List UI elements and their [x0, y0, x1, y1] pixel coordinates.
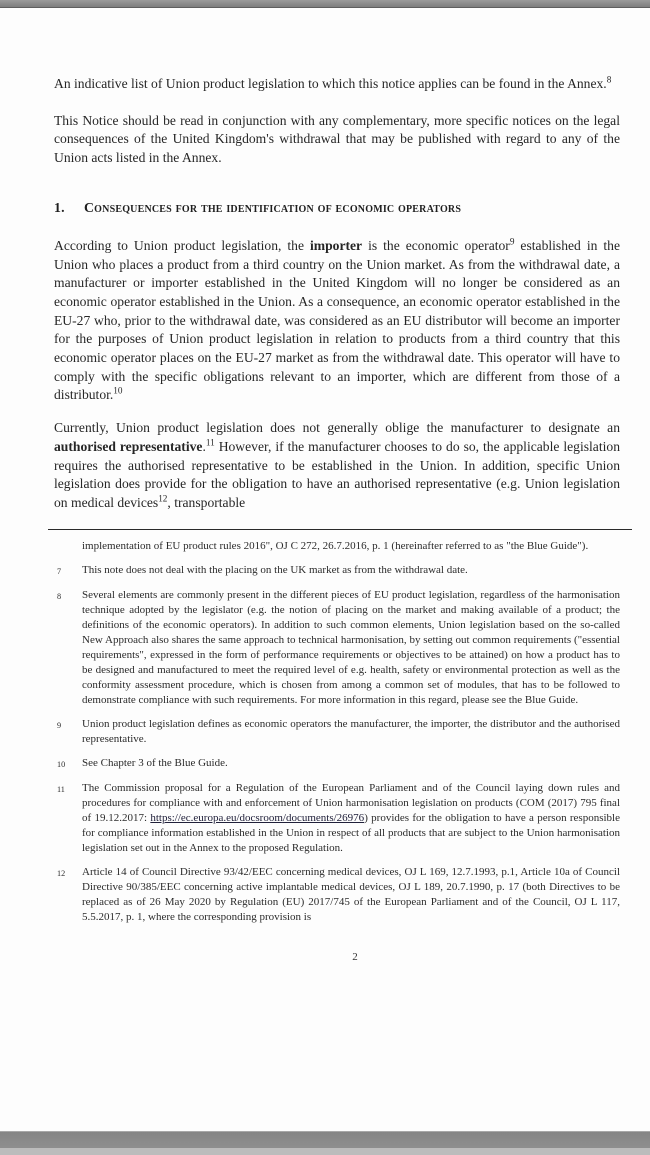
- footnote: [54, 717, 620, 747]
- footnote-ref: 9: [509, 236, 515, 247]
- footnote-text: This note does not deal with the placing on the UK market as from the withdrawal date.: [82, 563, 468, 576]
- footnotes: [54, 539, 620, 925]
- footnote-ref: 11: [205, 437, 215, 448]
- footnote-text: Article 14 of Council Directive 93/42/EEC concerning medical devices, OJ L 169, 12.7.1993, p.1, Article 10a of Council Directive 90/385/EEC concerning active implantable medical devices, OJ L 189, 20.7.1990, p. 17 (both Directives to be replaced as of 26 May 2020 by Regulation (EU) 2017/745 of the European Parliament and of the Council, OJ L 117, 5.5.2017, p. 1, where the corresponding provision is: [82, 865, 620, 923]
- footnote-text: implementation of EU product rules 2016", OJ C 272, 26.7.2016, p. 1 (hereinafter referred to as "the Blue Guide").: [82, 539, 589, 552]
- footnote: [54, 756, 620, 772]
- paragraph: An indicative list of Union product legislation to which this notice applies can be found in the Annex.$^8$: [54, 74, 612, 91]
- footnote-ref: 8: [606, 74, 612, 85]
- footnote-number: [54, 539, 82, 554]
- footnote-separator: [48, 529, 632, 530]
- footnote-ref: 10: [113, 385, 123, 396]
- footnote-number: 12: [57, 868, 66, 878]
- footnote-ref: 12: [158, 493, 168, 504]
- footnote: [54, 865, 620, 925]
- section-number: 1.: [54, 199, 65, 215]
- document-page: [54, 0, 620, 963]
- footnote-number: 11: [57, 784, 65, 794]
- section-title: Consequences for the identification of economic operators: [84, 199, 462, 215]
- footnote-number: 7: [57, 566, 62, 576]
- footnote: [54, 539, 620, 554]
- paragraph: This Notice should be read in conjunction with any complementary, more specific notices on the legal consequences of the United Kingdom's withdrawal that may be published with regard to any of the Union acts listed in the Annex.: [54, 112, 620, 166]
- bottom-edge-strip: [0, 1148, 650, 1155]
- footnote-text: Union product legislation defines as economic operators the manufacturer, the importer, the distributor and the authorised representative.: [82, 717, 620, 745]
- page-number: 2: [352, 950, 358, 963]
- footnote-number: 8: [57, 591, 62, 601]
- footnote-text: The Commission proposal for a Regulation of the European Parliament and of the Council laying down rules and procedures for compliance with and enforcement of Union harmonisation legislation on products (COM (2017) 795 final of 19.12.2017: https://ec.europa.eu/docsroom/documents/26976) provides for the obligation to have a person responsible for compliance information established in the Union in respect of all products that are subject to the Union harmonisation legislation set out in the Annex to the proposed Regulation.: [82, 781, 620, 854]
- footnote: [54, 563, 620, 579]
- footnote: [54, 588, 620, 708]
- bottom-edge-bar: [0, 1131, 650, 1149]
- paragraph: According to Union product legislation, the importer is the economic operator$^9$ established in the Union who places a product from a third country on the Union market. As from the withdrawal date, a manufacturer or importer established in the United Kingdom will no longer be considered as an economic operator established in the Union. As a consequence, an economic operator established in the EU-27 who, prior to the withdrawal date, was considered as an EU distributor will become an importer for the purposes of Union product legislation in relation to products from a third country that this economic operator places on the EU-27 market as from the withdrawal date. This operator will have to comply with the specific obligations relevant to an importer, which are different from those of a distributor.$^{10}$: [54, 236, 620, 403]
- url-link[interactable]: https://ec.europa.eu/docsroom/documents/26976: [150, 811, 365, 824]
- footnote-number: 10: [57, 759, 66, 769]
- footnote-text: See Chapter 3 of the Blue Guide.: [82, 756, 228, 769]
- section-heading: [54, 198, 620, 217]
- paragraph: Currently, Union product legislation does not generally oblige the manufacturer to designate an authorised representative.$^{11}$ However, if the manufacturer chooses to do so, the applicable legislation requires the authorised representative to be established in the Union. In addition, specific Union legislation does provide for the obligation to have an authorised representative (e.g. Union legislation on medical devices$^{12}$, transportable: [54, 420, 620, 510]
- footnote: [54, 781, 620, 856]
- footnote-text: Several elements are commonly present in the different pieces of EU product legislation, regardless of the harmonisation technique adopted by the legislator (e.g. the notion of placing on the market and making available of a product; the definitions of the economic operators). In addition to such common elements, Union legislation based on the so-called New Approach also shares the same approach to technical harmonisation, by setting out common requirements ("essential requirements", expressed in the form of performance requirements or objectives to be attained) on how a product has to be designed and manufactured to meet the required level of e.g. health, safety or environmental protection as well as the conformity assessment procedure, which is chosen from among a common set of modules, that has to be followed to demonstrate compliance with such requirements. For more information in this regard, please see the Blue Guide.: [82, 588, 620, 706]
- footnote-number: 9: [57, 720, 62, 730]
